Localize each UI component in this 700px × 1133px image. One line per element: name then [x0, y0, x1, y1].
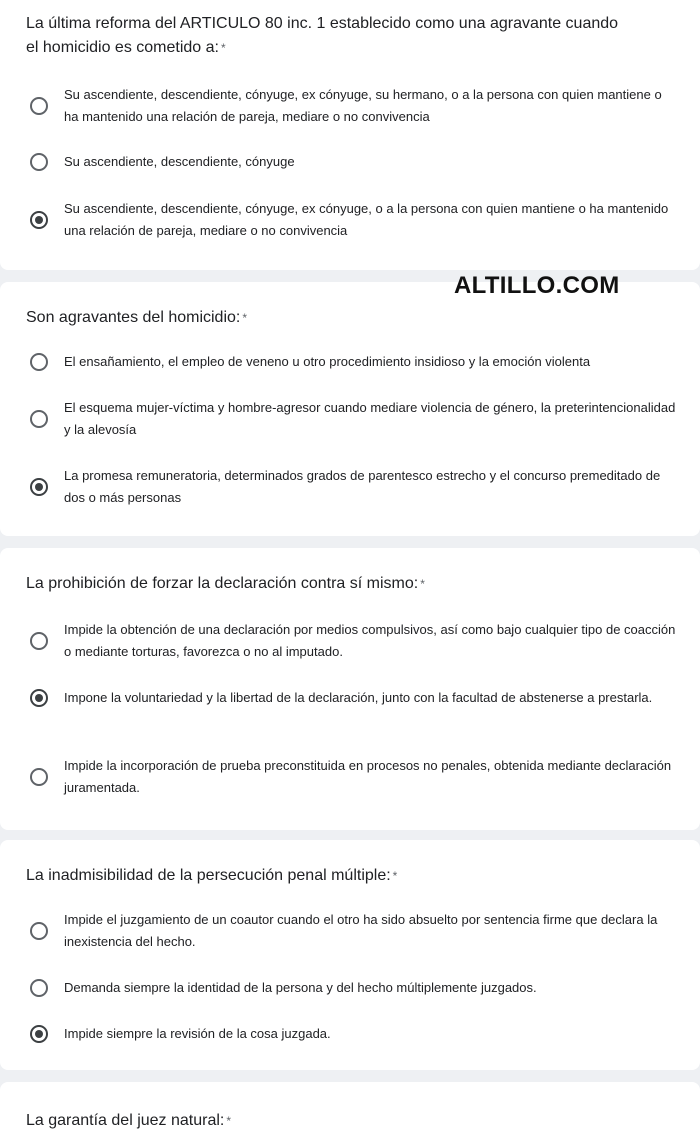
question-card-1 [0, 0, 700, 270]
option-label: Impide siempre la revisión de la cosa juzgada. [64, 1026, 331, 1041]
option-label: Su ascendiente, descendiente, cónyuge, ex cónyuge, su hermano, o a la persona con quien mantiene o ha mantenido una relación de pareja, mediare o no convivencia [64, 87, 662, 124]
question-title: La última reforma del ARTICULO 80 inc. 1 establecido como una agravante cuando el homicidio es cometido a: * [26, 15, 619, 56]
question-title: La prohibición de forzar la declaración contra sí mismo: * [26, 575, 425, 592]
question-title: La inadmisibilidad de la persecución penal múltiple: * [26, 867, 398, 884]
radio-unchecked-icon[interactable] [30, 632, 48, 650]
option-label: Su ascendiente, descendiente, cónyuge, ex cónyuge, o a la persona con quien mantiene o ha mantenido una relación de pareja, mediare o no convivencia [64, 201, 669, 238]
option-label: Impone la voluntariedad y la libertad de la declaración, junto con la facultad de abstenerse a prestarla. [64, 690, 653, 705]
radio-checked-icon[interactable] [30, 689, 48, 707]
option-radio[interactable] [26, 619, 676, 663]
option-label: Su ascendiente, descendiente, cónyuge [64, 154, 295, 169]
option-label: La promesa remuneratoria, determinados grados de parentesco estrecho y el concurso premeditado de dos o más personas [64, 468, 661, 505]
option-radio[interactable] [26, 909, 676, 953]
question-card-4 [0, 840, 700, 1070]
option-radio[interactable] [26, 397, 676, 441]
question-card-2 [0, 282, 700, 536]
option-radio[interactable] [26, 687, 676, 709]
radio-checked-icon[interactable] [30, 478, 48, 496]
radio-unchecked-icon[interactable] [30, 153, 48, 171]
radio-unchecked-icon[interactable] [30, 979, 48, 997]
required-asterisk: * [220, 41, 226, 55]
required-asterisk: * [242, 311, 248, 325]
option-label: Impide el juzgamiento de un coautor cuando el otro ha sido absuelto por sentencia firme que declara la inexistencia del hecho. [64, 912, 658, 949]
option-radio[interactable] [26, 1023, 676, 1045]
required-asterisk: * [226, 1114, 232, 1128]
option-radio[interactable] [26, 351, 676, 373]
radio-unchecked-icon[interactable] [30, 768, 48, 786]
option-radio[interactable] [26, 84, 676, 128]
option-radio[interactable] [26, 198, 676, 242]
option-radio[interactable] [26, 755, 676, 799]
radio-checked-icon[interactable] [30, 1025, 48, 1043]
required-asterisk: * [392, 869, 398, 883]
question-card-3 [0, 548, 700, 830]
required-asterisk: * [420, 577, 425, 591]
option-label: El esquema mujer-víctima y hombre-agresor cuando mediare violencia de género, la preterintencionalidad y la alevosía [64, 400, 676, 437]
watermark-logo: ALTILLO.COM [454, 272, 620, 299]
option-label: Demanda siempre la identidad de la persona y del hecho múltiplemente juzgados. [64, 980, 537, 995]
question-card-5 [0, 1082, 700, 1133]
radio-checked-icon[interactable] [30, 211, 48, 229]
radio-unchecked-icon[interactable] [30, 922, 48, 940]
option-label: El ensañamiento, el empleo de veneno u otro procedimiento insidioso y la emoción violenta [64, 354, 591, 369]
question-title: La garantía del juez natural: * [26, 1112, 232, 1129]
radio-unchecked-icon[interactable] [30, 353, 48, 371]
option-radio[interactable] [26, 151, 676, 173]
question-title: Son agravantes del homicidio: * [26, 309, 248, 326]
option-radio[interactable] [26, 465, 676, 509]
option-label: Impide la obtención de una declaración por medios compulsivos, así como bajo cualquier tipo de coacción o mediante torturas, favorezca o no al imputado. [64, 622, 676, 659]
option-radio[interactable] [26, 977, 676, 999]
radio-unchecked-icon[interactable] [30, 97, 48, 115]
option-label: Impide la incorporación de prueba preconstituida en procesos no penales, obtenida mediante declaración juramentada. [64, 758, 672, 795]
radio-unchecked-icon[interactable] [30, 410, 48, 428]
